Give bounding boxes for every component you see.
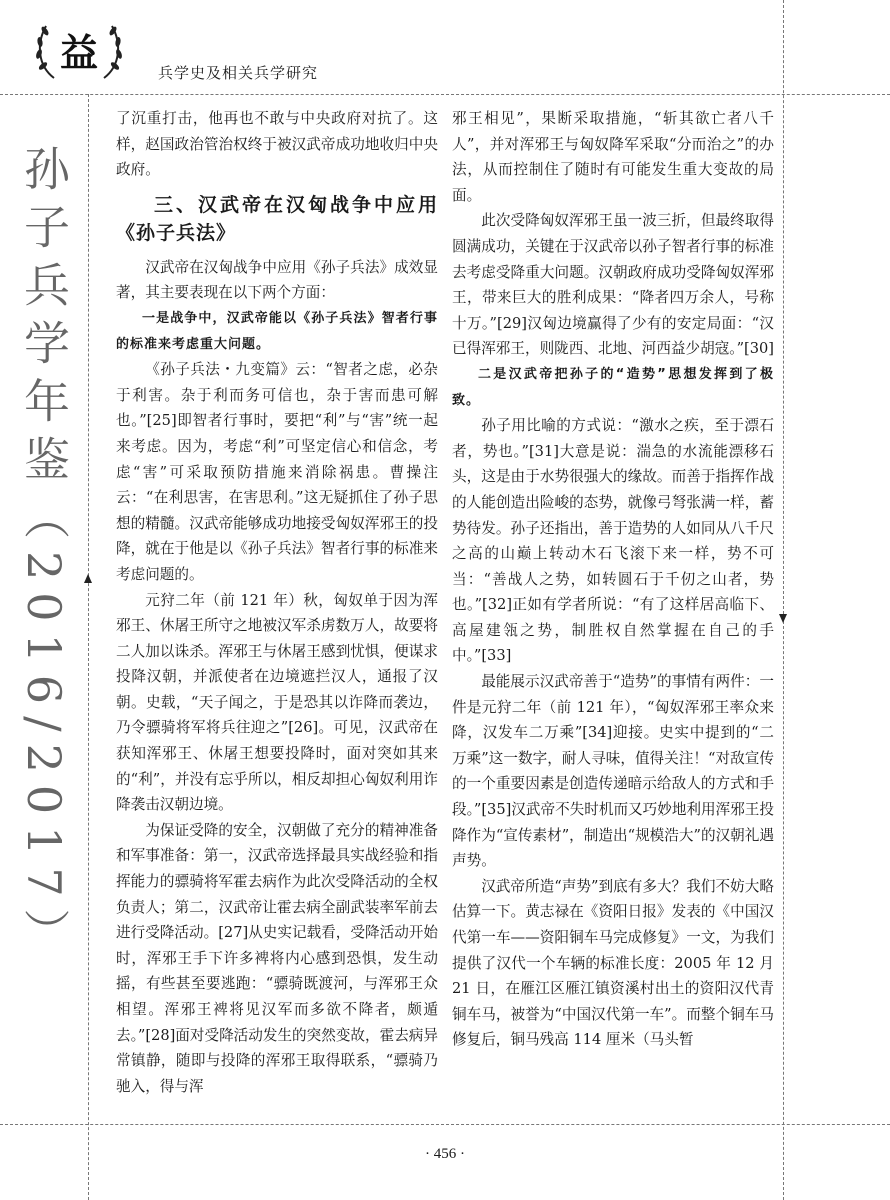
paragraph: 孙子用比喻的方式说：“激水之疾，至于漂石者，势也。”[31]大意是说：湍急的水流能漂移石头，这是由于水势很强大的缘故。而善于指挥作战的人能创造出险峻的态势，就像弓弩张满一样，蓄势待发。孙子还指出，善于造势的人如同从八千尺之高的山巅上转动木石飞滚下来一样，势不可当：“善战人之势，如转圆石于千仞之山者，势也。”[32]正如有学者所说：“有了这样居高临下、高屋建瓴之势，制胜权自然掌握在自己的手中。”[33] <box>452 417 774 665</box>
footer-rule <box>0 1124 890 1125</box>
side-book-title: 孙子兵学年鉴（2016/2017） <box>17 145 71 967</box>
svg-text:益: 益 <box>59 31 99 75</box>
paragraph: 汉武帝所造“声势”到底有多大？我们不妨大略估算一下。黄志禄在《资阳日报》发表的《中国汉代第一车——资阳铜车马完成修复》一文，为我们提供了汉代一个车辆的标准长度：2005 年 12 月 21 日，在雁江区雁江镇资溪村出土的资阳汉代青铜车马，被誉为“中国汉代第一车”。而整个铜车马修复后，铜马残高 114 厘米（马头暂 <box>452 877 774 1049</box>
paragraph: 此次受降匈奴浑邪王虽一波三折，但最终取得圆满成功，关键在于汉武帝以孙子智者行事的标准去考虑受降重大问题。汉朝政府成功受降匈奴浑邪王，带来巨大的胜利成果：“降者四万余人，号称十万。”[29]汉匈边境赢得了少有的安定局面：“汉已得浑邪王，则陇西、北地、河西益少胡寇。”[30] <box>452 212 774 358</box>
page-number: · 456 · <box>425 1146 465 1162</box>
right-column <box>452 106 774 1053</box>
paragraph: 最能展示汉武帝善于“造势”的事情有两件：一件是元狩二年（前 121 年），“匈奴浑邪王率众来降，汉发车二万乘”[34]迎接。史实中提到的“二万乘”这一数字，耐人寻味，值得关注！“对敌宣传的一个重要因素是创造传递暗示给敌人的方式和手段。”[35]汉武帝不失时机而又巧妙地利用浑邪王投降作为“宣传素材”，制造出“规模浩大”的汉朝礼遇声势。 <box>452 673 774 870</box>
paragraph: 了沉重打击，他再也不敢与中央政府对抗了。这样，赵国政治管治权终于被汉武帝成功地收归中央政府。 <box>116 110 438 179</box>
yearbook-logo <box>24 14 134 90</box>
paragraph: 元狩二年（前 121 年）秋，匈奴单于因为浑邪王、休屠王所守之地被汉军杀虏数万人，故要将二人加以诛杀。浑邪王与休屠王感到忧惧，便谋求投降汉朝，并派使者在边境遮拦汉人，通报了汉朝。史载，“天子闻之，于是恐其以诈降而袭边，乃令骠骑将军将兵往迎之”[26]。可见，汉武帝在获知浑邪王、休屠王想要投降时，面对突如其来的“利”，并没有忘乎所以，相反却担心匈奴利用诈降袭击汉朝边境。 <box>116 591 438 814</box>
emphasis-paragraph: 一是战争中，汉武帝能以《孙子兵法》智者行事的标准来考虑重大问题。 <box>116 310 438 352</box>
paragraph: 邪王相见”，果断采取措施，“斩其欲亡者八千人”，并对浑邪王与匈奴降军采取“分而治之”的办法，从而控制住了随时有可能发生重大变故的局面。 <box>452 110 774 204</box>
paragraph: 为保证受降的安全，汉朝做了充分的精神准备和军事准备：第一，汉武帝选择最具实战经验和指挥能力的骠骑将军霍去病作为此次受降活动的全权负责人；第二，汉武帝让霍去病全副武装率军前去进行受降活动。[27]从史实记载看，受降活动开始时，浑邪王手下许多裨将内心感到恐惧，发生动摇，有些甚至要逃跑：“骠骑既渡河，与浑邪王众相望。浑邪王裨将见汉军而多欲不降者，颇遁去。”[28]面对受降活动发生的突然变故，霍去病异常镇静，随即与投降的浑邪王取得联系，“骠骑乃驰入，得与浑 <box>116 821 438 1095</box>
section-heading: 三、汉武帝在汉匈战争中应用《孙子兵法》 <box>116 193 438 244</box>
emphasis-paragraph: 二是汉武帝把孙子的“造势”思想发挥到了极致。 <box>452 366 774 408</box>
down-arrow-icon <box>779 614 787 623</box>
left-column <box>116 106 438 1099</box>
right-margin-rule <box>783 0 784 1200</box>
running-header: 兵学史及相关兵学研究 <box>158 64 319 82</box>
left-margin-rule <box>88 94 89 1200</box>
header-rule <box>0 94 890 95</box>
paragraph: 汉武帝在汉匈战争中应用《孙子兵法》成效显著，其主要表现在以下两个方面： <box>116 258 438 302</box>
up-arrow-icon <box>84 574 92 583</box>
paragraph: 《孙子兵法・九变篇》云：“智者之虑，必杂于利害。杂于利而务可信也，杂于害而患可解也。”[25]即智者行事时，要把“利”与“害”统一起来考虑。因为，考虑“利”可坚定信心和信念，考虑“害”可采取预防措施来消除祸患。曹操注云：“在利思害，在害思利。”这无疑抓住了孙子思想的精髓。汉武帝能够成功地接受匈奴浑邪王的投降，就在于他是以《孙子兵法》智者行事的标准来考虑问题的。 <box>116 361 438 583</box>
